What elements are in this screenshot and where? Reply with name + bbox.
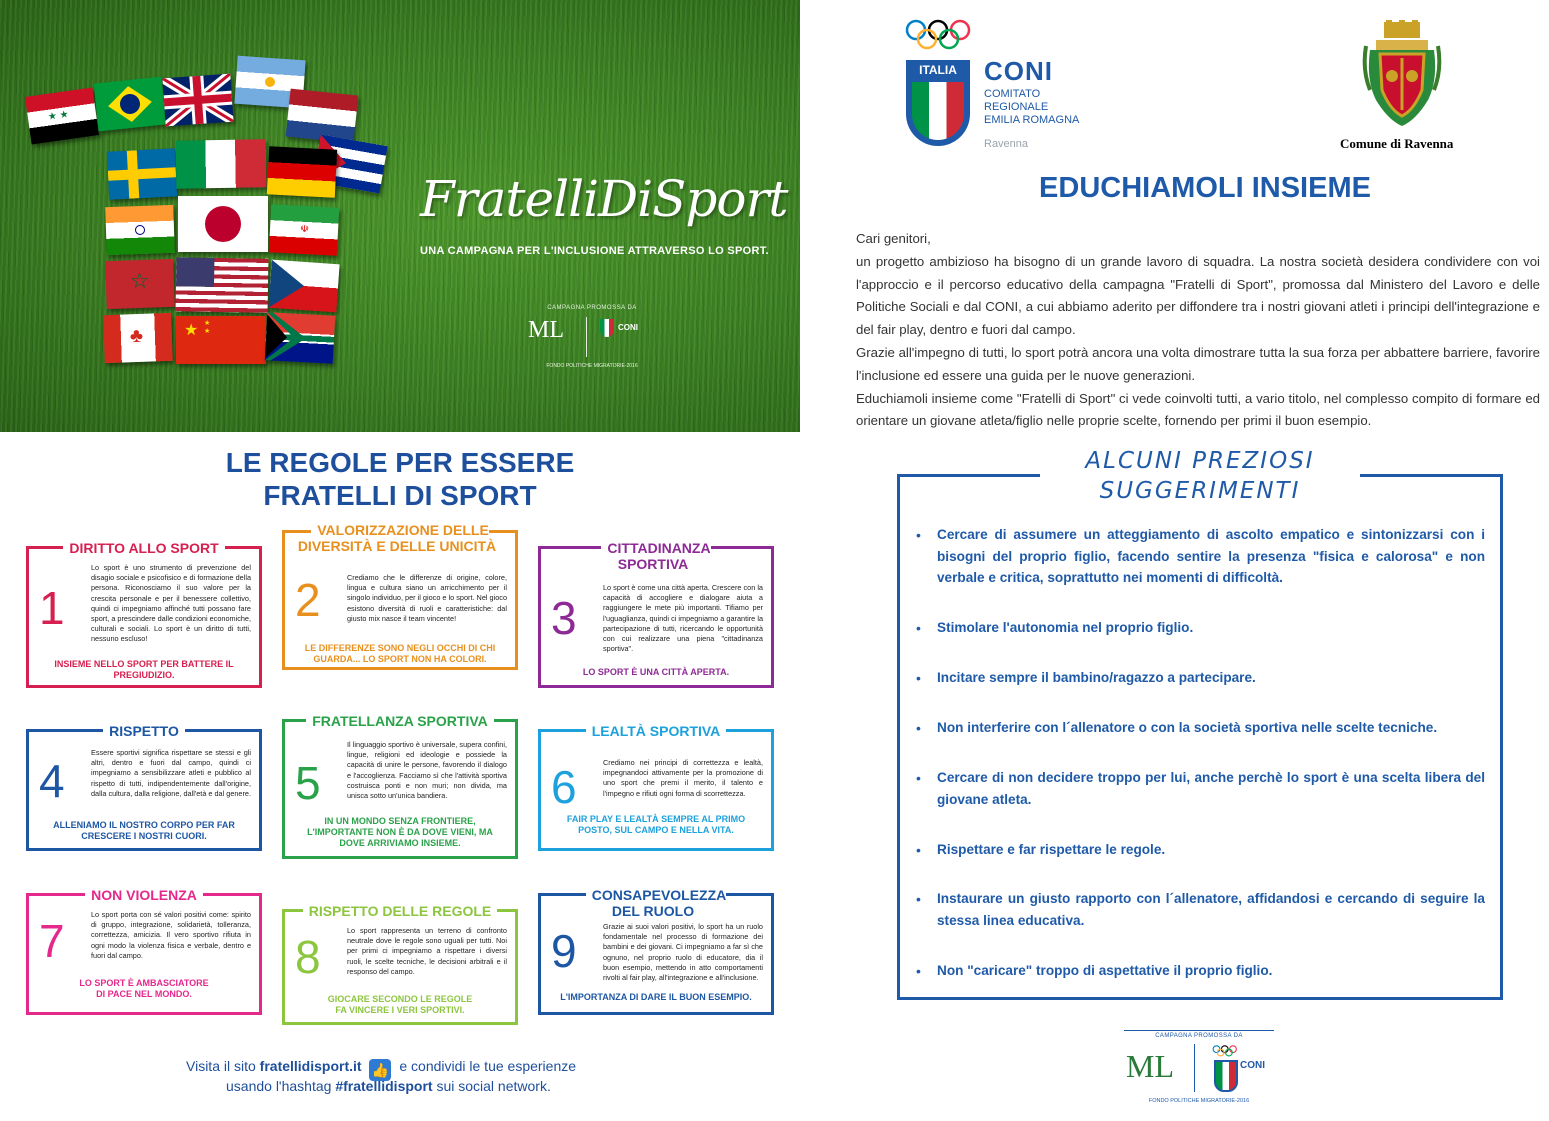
- rule-box-2: [282, 522, 518, 670]
- campaign-banner: [0, 0, 800, 432]
- rule-box-3: [538, 540, 774, 688]
- flag-morocco: ☆: [105, 259, 175, 309]
- rule-box-1: [26, 540, 262, 688]
- bullet-icon: •: [916, 891, 921, 907]
- tips-title-line1: ALCUNI PREZIOSI: [1085, 448, 1315, 474]
- letter-paragraph: Cari genitori,: [856, 231, 931, 246]
- letter-paragraph: Grazie all'impegno di tutti, lo sport potrà ancora una volta dimostrare tutta la sua forza per abbattere barriere, favorire l'inclusione ed essere una guida per le nuove generazioni.: [856, 344, 1540, 383]
- tip-item: Incitare sempre il bambino/ragazzo a partecipare.: [937, 670, 1256, 685]
- comune-label: Comune di Ravenna: [1340, 136, 1454, 151]
- hashtag-link[interactable]: #fratellidisport: [335, 1078, 433, 1094]
- promo-footer: FONDO POLITICHE MIGRATORIE-2016: [1148, 1098, 1250, 1104]
- hashtag-prefix: usando l'hashtag: [226, 1078, 336, 1094]
- campaign-logo-title: FratelliDiSport: [420, 170, 788, 228]
- rule-box-8: [282, 903, 518, 1025]
- rule-text: Lo sport porta con sé valori positivi come: spirito di gruppo, integrazione, solidarietà, tolleranza, correttezza, amicizia. Il vero sportivo rifiuta in ogni modo la violenza fisica e verbale, dentro e fuori dal campo.: [91, 910, 251, 960]
- rule-motto: IN UN MONDO SENZA FRONTIERE, L'IMPORTANTE NON È DA DOVE VIENI, MA DOVE ARRIVIAMO INSIEME.: [307, 816, 493, 848]
- bullet-icon: •: [916, 670, 921, 686]
- rule-title: NON VIOLENZA: [85, 887, 203, 903]
- tips-title-line2: SUGGERIMENTI: [1099, 478, 1301, 504]
- coni-label: CONI: [618, 323, 638, 332]
- flag-sweden: [107, 148, 177, 199]
- bullet-icon: •: [916, 527, 921, 543]
- flag-usa: [176, 257, 269, 313]
- rule-title: FRATELLANZA SPORTIVA: [306, 713, 494, 729]
- coni-shield-icon: [600, 319, 614, 337]
- tips-title: [1040, 446, 1360, 506]
- flag-south-africa: [265, 312, 335, 363]
- flag-iran: ☫: [269, 204, 339, 255]
- rule-text: Crediamo che le differenze di origine, colore, lingua e cultura siano un arricchimento per il singolo individuo, per il gioco e lo sport. Nel gioco esistono diversità di ruoli e caratteristiche: dal giusto mix nasce il team vincente!: [347, 573, 507, 623]
- coni-emilia-romagna-logo: [904, 18, 1104, 158]
- hashtag-suffix: sui social network.: [432, 1078, 551, 1094]
- flag-germany: [267, 146, 337, 197]
- ministry-logo: ML: [528, 317, 564, 343]
- flag-italy: [176, 139, 267, 189]
- flag-uk: [162, 74, 233, 127]
- ministry-logo: ML: [1126, 1048, 1174, 1084]
- promo-label: CAMPAGNA PROMOSSA DA: [547, 305, 637, 311]
- rule-title: LEALTÀ SPORTIVA: [586, 723, 727, 739]
- rule-title: RISPETTO: [103, 723, 185, 739]
- rule-text: Lo sport è come una città aperta. Crescere con la capacità di accogliere e dialogare aiuta a raggiungere le mete più importanti. Tifiamo per l'uguaglianza, quindi ci impegniamo a garantire la partecipazione di tutti, ricercando le opportunità con cui realizzare una piena "cittadinanza sportiva".: [603, 583, 763, 654]
- bullet-icon: •: [916, 842, 921, 858]
- thumbs-up-icon: 👍: [369, 1059, 391, 1081]
- coni-city: Ravenna: [984, 138, 1029, 150]
- promo-footer: FONDO POLITICHE MIGRATORIE-2016: [546, 363, 638, 369]
- coni-shield-icon: [1214, 1060, 1238, 1092]
- olympic-rings-icon: [1212, 1044, 1242, 1058]
- rule-text: Essere sportivi significa rispettare se stessi e gli altri, dentro e fuori dal campo, quindi ci impegniamo a sensibilizzare atleti e pubblico al rispetto di tutti, indipendentemente dall'origine, dalla cultura, dalla religione, dall'età e dal genere.: [91, 748, 252, 798]
- rule-title: CITTADINANZA SPORTIVA: [601, 540, 710, 572]
- letter-paragraph: Educhiamoli insieme come "Fratelli di Sport" ci vede coinvolti tutti, a vario titolo, nel complesso compito di formare ed orientare un giovane atleta/figlio nelle proprie scelte, fornendo per primi il buon esempio.: [856, 390, 1540, 429]
- italia-label: ITALIA: [919, 63, 957, 77]
- coni-line2: REGIONALE: [984, 101, 1049, 113]
- bullet-icon: •: [916, 963, 921, 979]
- coni-label: CONI: [1240, 1060, 1265, 1071]
- olympic-rings-icon: [904, 18, 984, 52]
- rule-number: 6: [551, 761, 577, 813]
- tip-item: Non interferire con l´allenatore o con la società sportiva nelle scelte tecniche.: [937, 720, 1438, 735]
- flag-czech: [268, 260, 339, 313]
- rule-number: 7: [39, 915, 65, 967]
- coni-name: CONI: [984, 56, 1053, 86]
- rule-text: Crediamo nei principi di correttezza e lealtà, impegnandoci attivamente per la promozione di uno sport che premi il merito, il talento e l'impegno e rifiuti ogni forma di scorrettezza.: [603, 758, 763, 798]
- visit-suffix: e condividi le tue esperienze: [399, 1058, 577, 1074]
- rules-title-line2: FRATELLI DI SPORT: [263, 480, 537, 511]
- rules-title: [160, 446, 640, 512]
- flag-india: [105, 205, 175, 255]
- rule-title: RISPETTO DELLE REGOLE: [303, 903, 498, 919]
- flag-japan: [178, 196, 268, 252]
- rule-text: Lo sport rappresenta un terreno di confronto neutrale dove le regole sono uguali per tutti. Noi per primi ci impegniamo a rispettare i diversi ruoli, le scelte tecniche, le decisioni arbitrali e il responso del campo.: [347, 926, 507, 976]
- site-link[interactable]: fratellidisport.it: [259, 1058, 362, 1074]
- flag-china: ★ ★ ★: [176, 316, 266, 364]
- visit-prefix: Visita il sito: [186, 1058, 260, 1074]
- rule-text: Lo sport è uno strumento di prevenzione del disagio sociale e psicofisico e di formazione della persona. Riconosciamo il suo valore per la crescita personale e per il benessere collettivo, quindi ci impegniamo affinché tutti possano fare sport, a prescindere dalle condizioni economiche, culturali e sociali. Lo sport è un diritto di tutti, nessuno escluso!: [91, 563, 251, 644]
- tip-item: Rispettare e far rispettare le regole.: [937, 842, 1166, 857]
- rule-title: DIRITTO ALLO SPORT: [63, 540, 224, 556]
- rule-number: 8: [295, 931, 321, 983]
- campaign-subtitle: UNA CAMPAGNA PER L'INCLUSIONE ATTRAVERSO LO SPORT.: [420, 245, 769, 257]
- rule-motto: LO SPORT È AMBASCIATORE DI PACE NEL MONDO.: [79, 978, 209, 999]
- rule-title: VALORIZZAZIONE DELLE DIVERSITÀ E DELLE UNICITÀ: [298, 522, 502, 554]
- tip-item: Instaurare un giusto rapporto con l´allenatore, affidandosi e cercando di seguire la stessa linea educativa.: [937, 891, 1485, 928]
- promo-box-footer: [1124, 1030, 1274, 1108]
- coni-line1: COMITATO: [984, 88, 1041, 100]
- rule-title: CONSAPEVOLEZZA DEL RUOLO: [586, 887, 727, 919]
- rule-box-9: [538, 887, 774, 1015]
- rule-number: 5: [295, 757, 321, 809]
- rule-box-7: [26, 887, 262, 1015]
- rule-number: 2: [295, 574, 321, 626]
- letter-to-parents: [856, 228, 1540, 433]
- rule-motto: GIOCARE SECONDO LE REGOLE FA VINCERE I VERI SPORTIVI.: [327, 994, 473, 1015]
- page-heading: EDUCHIAMOLI INSIEME: [1039, 172, 1371, 204]
- bullet-icon: •: [916, 770, 921, 786]
- rule-motto: L'IMPORTANZA DI DARE IL BUON ESEMPIO.: [560, 992, 752, 1002]
- flag-canada: ♣: [103, 313, 173, 363]
- promo-box-banner: [522, 305, 662, 375]
- rule-number: 1: [39, 582, 65, 634]
- ravenna-crest-icon: [1362, 20, 1442, 132]
- tip-item: Cercare di non decidere troppo per lui, anche perchè lo sport è una scelta libera del giovane atleta.: [937, 770, 1485, 807]
- rule-motto: FAIR PLAY E LEALTÀ SEMPRE AL PRIMO POSTO, SUL CAMPO E NELLA VITA.: [566, 814, 746, 835]
- promo-label: CAMPAGNA PROMOSSA DA: [1124, 1030, 1274, 1039]
- rule-number: 4: [39, 755, 65, 807]
- rule-motto: LO SPORT È UNA CITTÀ APERTA.: [582, 667, 730, 677]
- rule-motto: LE DIFFERENZE SONO NEGLI OCCHI DI CHI GUARDA... LO SPORT NON HA COLORI.: [304, 643, 496, 664]
- rule-motto: ALLENIAMO IL NOSTRO CORPO PER FAR CRESCERE I NOSTRI CUORI.: [53, 820, 235, 841]
- rule-number: 3: [551, 592, 577, 644]
- tip-item: Stimolare l'autonomia nel proprio figlio.: [937, 620, 1194, 635]
- rule-box-5: [282, 713, 518, 859]
- coni-line3: EMILIA ROMAGNA: [984, 114, 1080, 126]
- bullet-icon: •: [916, 620, 921, 636]
- letter-paragraph: un progetto ambizioso ha bisogno di un grande lavoro di squadra. La nostra società desidera condividere con voi l'approccio e il percorso educativo della campagna "Fratelli di Sport", promossa dal Ministero del Lavoro e delle Politiche Sociali e dal CONI, a cui abbiamo aderito per diffondere tra i nostri giovani atleti i principi dell'integrazione e del fair play, dentro e fuori dal campo.: [856, 253, 1540, 338]
- italia-shield-icon: [906, 60, 970, 146]
- rule-box-4: [26, 723, 262, 851]
- rule-text: Il linguaggio sportivo è universale, supera confini, lingue, religioni ed ideologie e possiede la capacità di unire le persone, favorendo il dialogo e l'accoglienza. Facciamo sì che l'attività sportiva costruisca ponti e non muri; non divida, ma unisca sotto un'unica bandiera.: [347, 740, 507, 801]
- rule-motto: INSIEME NELLO SPORT PER BATTERE IL PREGIUDIZIO.: [54, 659, 234, 680]
- hashtag-text: [226, 1078, 551, 1094]
- flag-brazil: [94, 77, 167, 132]
- rule-number: 9: [551, 925, 577, 977]
- rules-title-line1: LE REGOLE PER ESSERE: [225, 447, 575, 478]
- tip-item: Cercare di assumere un atteggiamento di ascolto empatico e sintonizzarsi con i bisogni del proprio figlio, facendo sentire la presenza "fisica e calorosa" e non verbale e critica, soprattutto nei momenti di difficoltà.: [937, 527, 1485, 585]
- rule-text: Grazie ai suoi valori positivi, lo sport ha un ruolo fondamentale nel processo di formazione dei bambini e dei giovani. Ci impegniamo a far sì che ognuno, nel proprio ruolo di educatore, dia il buon esempio, mettendo in atto comportamenti rivolti al fair play, all'integrazione e all'inclusione.: [603, 922, 763, 983]
- flag-syria: ★ ★: [25, 88, 99, 145]
- bullet-icon: •: [916, 720, 921, 736]
- rule-box-6: [538, 723, 774, 851]
- tip-item: Non "caricare" troppo di aspettative il proprio figlio.: [937, 963, 1273, 978]
